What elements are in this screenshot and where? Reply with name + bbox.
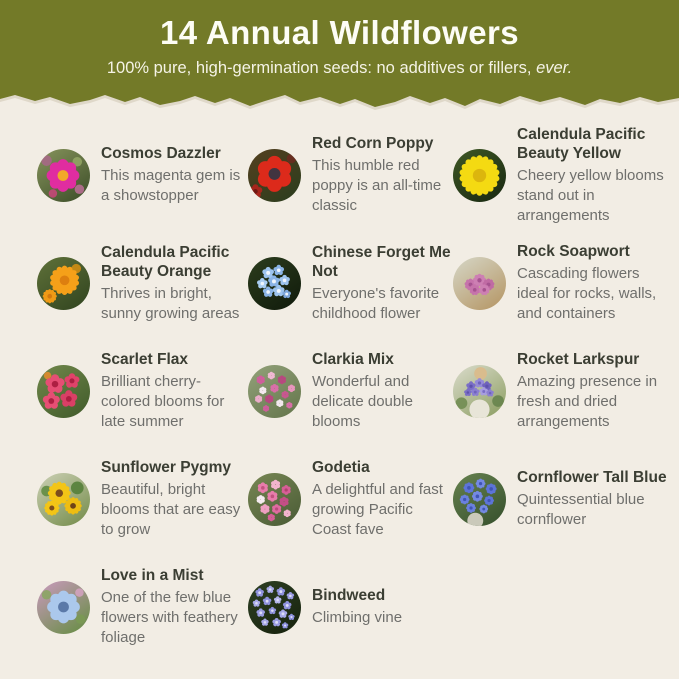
flower-item-rock-soapwort <box>453 242 671 324</box>
flower-name: Love in a Mist <box>101 567 204 584</box>
flower-name: Calendula Pacific Beauty Orange <box>101 243 230 280</box>
flower-item-scarlet-flax <box>37 350 248 432</box>
flower-description: Wonderful and delicate double blooms <box>312 373 413 430</box>
bindweed-photo <box>248 581 301 634</box>
subtitle-emphasis: ever. <box>536 59 573 77</box>
cosmos-dazzler-photo <box>37 149 90 202</box>
flower-name: Cosmos Dazzler <box>101 145 221 162</box>
header-subtitle <box>0 59 679 78</box>
flower-description: Everyone's favorite childhood flower <box>312 284 440 322</box>
calendula-pacific-beauty-orange-photo <box>37 257 90 310</box>
flower-item-cornflower-tall-blue <box>453 468 671 530</box>
flower-name: Rock Soapwort <box>517 243 630 260</box>
flower-info <box>101 243 248 324</box>
flower-info <box>517 125 671 226</box>
flower-description: Brilliant cherry-colored blooms for late summer <box>101 373 225 430</box>
flower-info <box>312 134 453 216</box>
flower-info <box>517 242 671 324</box>
flower-name: Rocket Larkspur <box>517 351 640 368</box>
flower-item-sunflower-pygmy <box>37 458 248 540</box>
flower-description: Beautiful, bright blooms that are easy to grow <box>101 481 241 538</box>
godetia-photo <box>248 473 301 526</box>
flower-item-calendula-pacific-beauty-orange <box>37 243 248 324</box>
love-in-a-mist-photo <box>37 581 90 634</box>
flower-description: Amazing presence in fresh and dried arrangements <box>517 373 658 430</box>
flower-item-clarkia-mix <box>248 350 453 432</box>
flower-info <box>101 144 248 206</box>
flower-description: A delightful and fast growing Pacific Coast fave <box>312 481 443 538</box>
torn-paper-edge <box>0 87 679 115</box>
flower-item-cosmos-dazzler <box>37 144 248 206</box>
header-banner <box>0 0 679 88</box>
flower-name: Sunflower Pygmy <box>101 459 232 476</box>
flower-info <box>101 458 248 540</box>
flower-name: Clarkia Mix <box>312 351 394 368</box>
red-corn-poppy-photo <box>248 149 301 202</box>
flower-info <box>312 350 453 432</box>
flower-info <box>101 350 248 432</box>
flower-description: Cascading flowers ideal for rocks, walls, and containers <box>517 265 657 322</box>
flower-description: This humble red poppy is an all-time classic <box>312 157 442 214</box>
flower-name: Bindweed <box>312 587 386 604</box>
flower-item-love-in-a-mist <box>37 566 248 648</box>
flower-name: Red Corn Poppy <box>312 135 434 152</box>
page-title: 14 Annual Wildflowers <box>160 14 519 51</box>
flower-item-rocket-larkspur <box>453 350 671 432</box>
flower-grid <box>0 115 679 661</box>
flower-name: Godetia <box>312 459 370 476</box>
scarlet-flax-photo <box>37 365 90 418</box>
cornflower-tall-blue-photo <box>453 473 506 526</box>
flower-item-calendula-pacific-beauty-yellow <box>453 125 671 226</box>
flower-info <box>517 350 671 432</box>
chinese-forget-me-not-photo <box>248 257 301 310</box>
flower-name: Calendula Pacific Beauty Yellow <box>517 125 646 162</box>
flower-info <box>312 458 453 540</box>
flower-item-godetia <box>248 458 453 540</box>
flower-description: Quintessential blue cornflower <box>517 491 645 528</box>
rock-soapwort-photo <box>453 257 506 310</box>
flower-item-chinese-forget-me-not <box>248 243 453 324</box>
flower-item-bindweed <box>248 581 453 634</box>
flower-name: Scarlet Flax <box>101 351 189 368</box>
flower-description: Cheery yellow blooms stand out in arrangements <box>517 166 664 224</box>
flower-info <box>517 468 671 530</box>
flower-name: Cornflower Tall Blue <box>517 469 667 486</box>
flower-info <box>312 586 402 628</box>
flower-description: One of the few blue flowers with feathery foliage <box>101 589 238 646</box>
subtitle-main: 100% pure, high-germination seeds: no additives or fillers, <box>106 59 537 77</box>
flower-item-red-corn-poppy <box>248 134 453 216</box>
calendula-pacific-beauty-yellow-photo <box>453 149 506 202</box>
clarkia-mix-photo <box>248 365 301 418</box>
sunflower-pygmy-photo <box>37 473 90 526</box>
flower-description: Thrives in bright, sunny growing areas <box>101 284 240 322</box>
flower-description: This magenta gem is a showstopper <box>101 167 241 204</box>
flower-description: Climbing vine <box>312 609 403 626</box>
flower-info <box>101 566 248 648</box>
rocket-larkspur-photo <box>453 365 506 418</box>
flower-info <box>312 243 453 324</box>
flower-name: Chinese Forget Me Not <box>312 243 451 280</box>
